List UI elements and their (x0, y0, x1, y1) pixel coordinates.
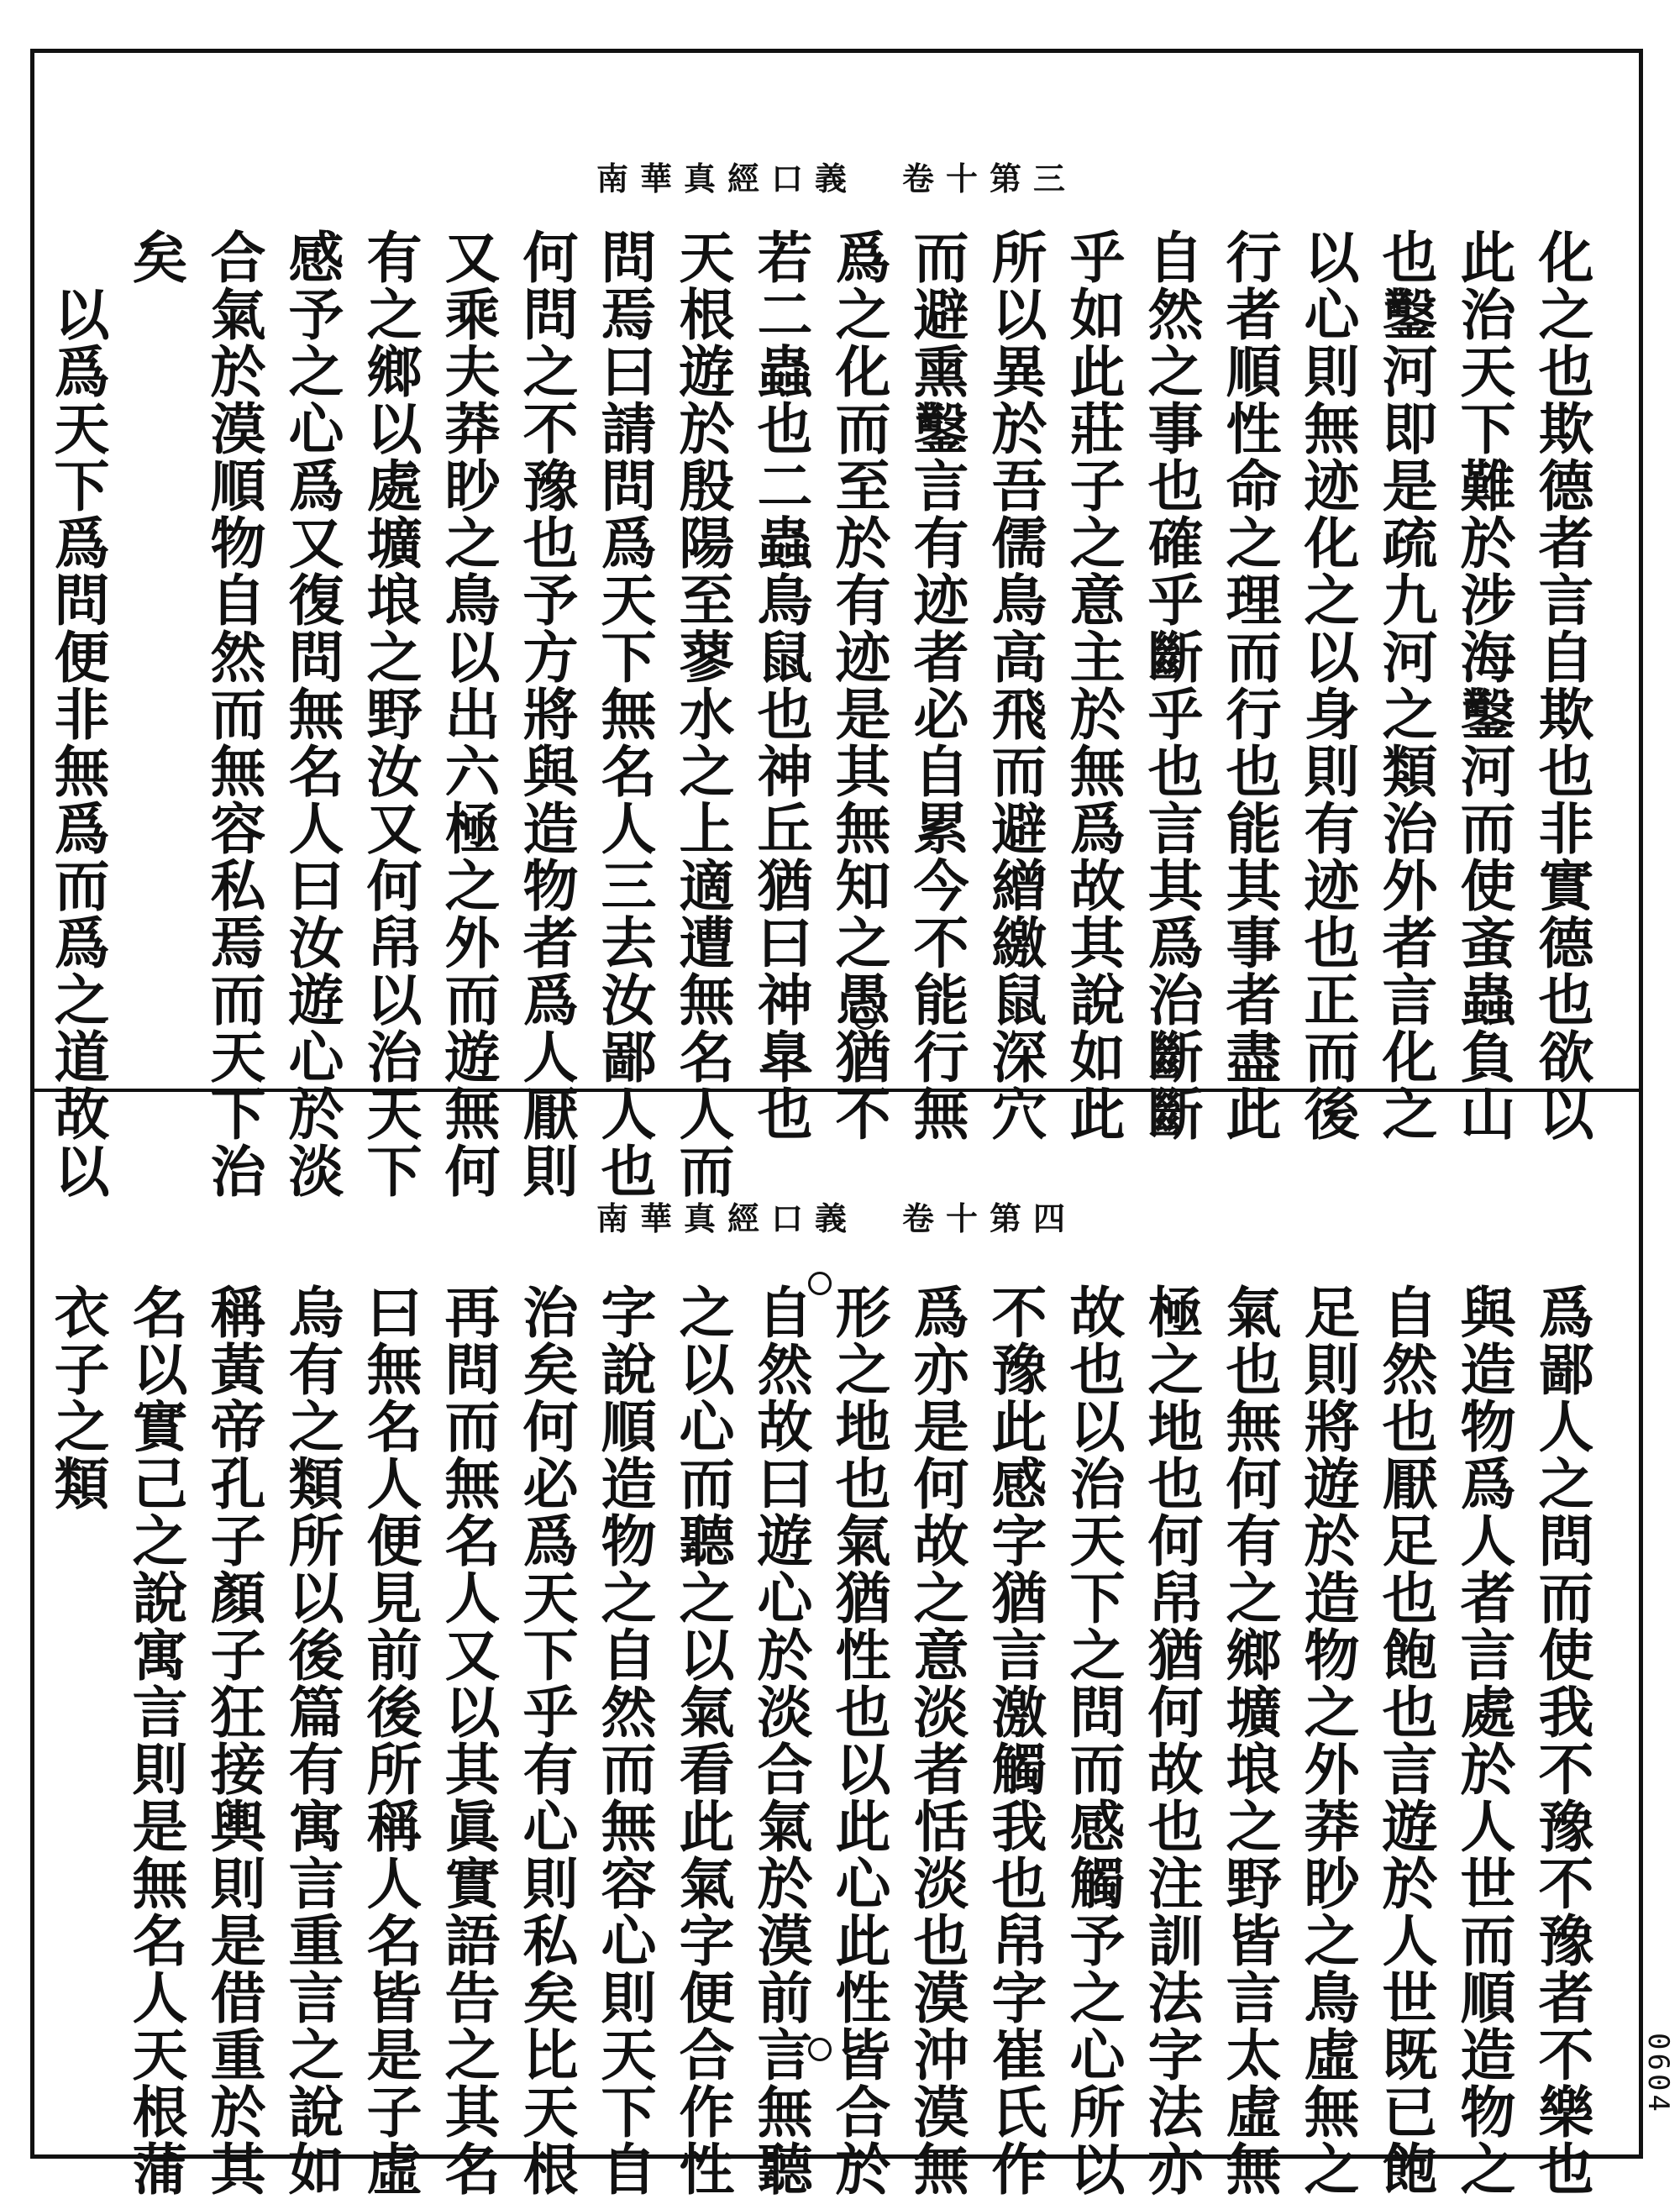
top-page-header: 南華真經口義 卷十第三 (596, 160, 1077, 197)
text-column: 問焉曰請問爲天下無名人三去汝鄙人也 (591, 228, 657, 1199)
page-number: 0604 (1641, 2033, 1675, 2115)
text-column: 曰無名人便見前後所稱人名皆是子虛 (357, 1283, 423, 2197)
text-column: 氣也無何有之鄉壙埌之野皆言太虛無 (1216, 1283, 1282, 2197)
text-column: 行者順性命之理而行也能其事者盡此 (1216, 228, 1282, 1142)
text-column: 自然之事也確乎斷乎也言其爲治斷斷 (1138, 228, 1204, 1142)
text-column: 烏有之類所以後篇有寓言重言之說如 (279, 1283, 344, 2197)
text-column: 爲之化而至於有迹是其無知之愚猶不 (826, 228, 891, 1142)
text-column: 衣子之類 (45, 1283, 110, 1512)
text-column: 極之地也何帠猶何故也注訓法字法亦 (1138, 1283, 1204, 2197)
text-column: 自然也厭足也飽也言遊於人世既已飽 (1373, 1283, 1438, 2197)
text-column: 不豫此感字猶言激觸我也帠字崔氏作 (982, 1283, 1047, 2197)
text-column: 又乘夫莽眇之鳥以出六極之外而遊無何 (435, 228, 501, 1199)
text-column: 也鑿河即是疏九河之類治外者言化之 (1373, 228, 1438, 1142)
punctuation-circle (808, 1272, 832, 1295)
text-column: 自然故曰遊心於淡合氣於漠前言無聽 (748, 1283, 813, 2197)
punctuation-circle (853, 244, 877, 267)
text-column: 再問而無名人又以其眞實語告之其名 (435, 1283, 501, 2197)
text-column: 與造物爲人者言處於人世而順造物之 (1451, 1283, 1516, 2197)
text-column: 化之也欺德者言自欺也非實德也欲以 (1529, 228, 1594, 1142)
text-column: 故也以治天下之問而感觸予之心所以 (1060, 1283, 1126, 2197)
text-column: 形之地也氣猶性也以此心此性皆合於 (826, 1283, 891, 2197)
text-column: 感予之心爲又復問無名人曰汝遊心於淡 (279, 228, 344, 1199)
text-column: 以爲天下爲問便非無爲而爲之道故以 (45, 286, 110, 1199)
top-page (34, 52, 1640, 1199)
text-column: 所以異於吾儒鳥高飛而避繒繳鼠深穴 (982, 228, 1047, 1142)
text-column: 足則將遊於造物之外莽眇之鳥虛無之 (1294, 1283, 1360, 2197)
text-column: 若二蟲也二蟲鳥鼠也神丘猶曰神臯也 (748, 228, 813, 1142)
punctuation-circle (808, 2038, 832, 2061)
text-column: 以心則無迹化之以身則有迹也正而後 (1294, 228, 1360, 1142)
text-column: 爲鄙人之問而使我不豫不豫者不樂也 (1529, 1283, 1594, 2197)
text-column: 之以心而聽之以氣看此氣字便合作性 (669, 1283, 735, 2197)
text-column: 爲亦是何故之意淡者恬淡也漠沖漠無 (904, 1283, 969, 2197)
text-column: 而避熏鑿言有迹者必自累今不能行無 (904, 228, 969, 1142)
text-column: 合氣於漠順物自然而無容私焉而天下治 (201, 228, 266, 1199)
text-column: 有之鄉以處壙埌之野汝又何帠以治天下 (357, 228, 423, 1199)
bottom-page-header: 南華真經口義 卷十第四 (596, 1199, 1077, 1237)
bottom-page (34, 1092, 1640, 2197)
text-column: 天根遊於殷陽至蓼水之上適遭無名人而 (669, 228, 735, 1199)
text-column: 治矣何必爲天下乎有心則私矣比天根 (513, 1283, 579, 2197)
text-column: 何問之不豫也予方將與造物者爲人厭則 (513, 228, 579, 1199)
text-column: 稱黃帝孔子顏子狂接輿則是借重於其 (201, 1283, 266, 2197)
text-column: 此治天下難於涉海鑿河而使蚉蟲負山 (1451, 228, 1516, 1142)
text-column: 乎如此莊子之意主於無爲故其說如此 (1060, 228, 1126, 1142)
text-column: 矣 (123, 228, 188, 286)
punctuation-circle (853, 1006, 877, 1030)
text-column: 字說順造物之自然而無容心則天下自 (591, 1283, 657, 2197)
text-column: 名以實己之說寓言則是無名人天根蒲 (123, 1283, 188, 2197)
